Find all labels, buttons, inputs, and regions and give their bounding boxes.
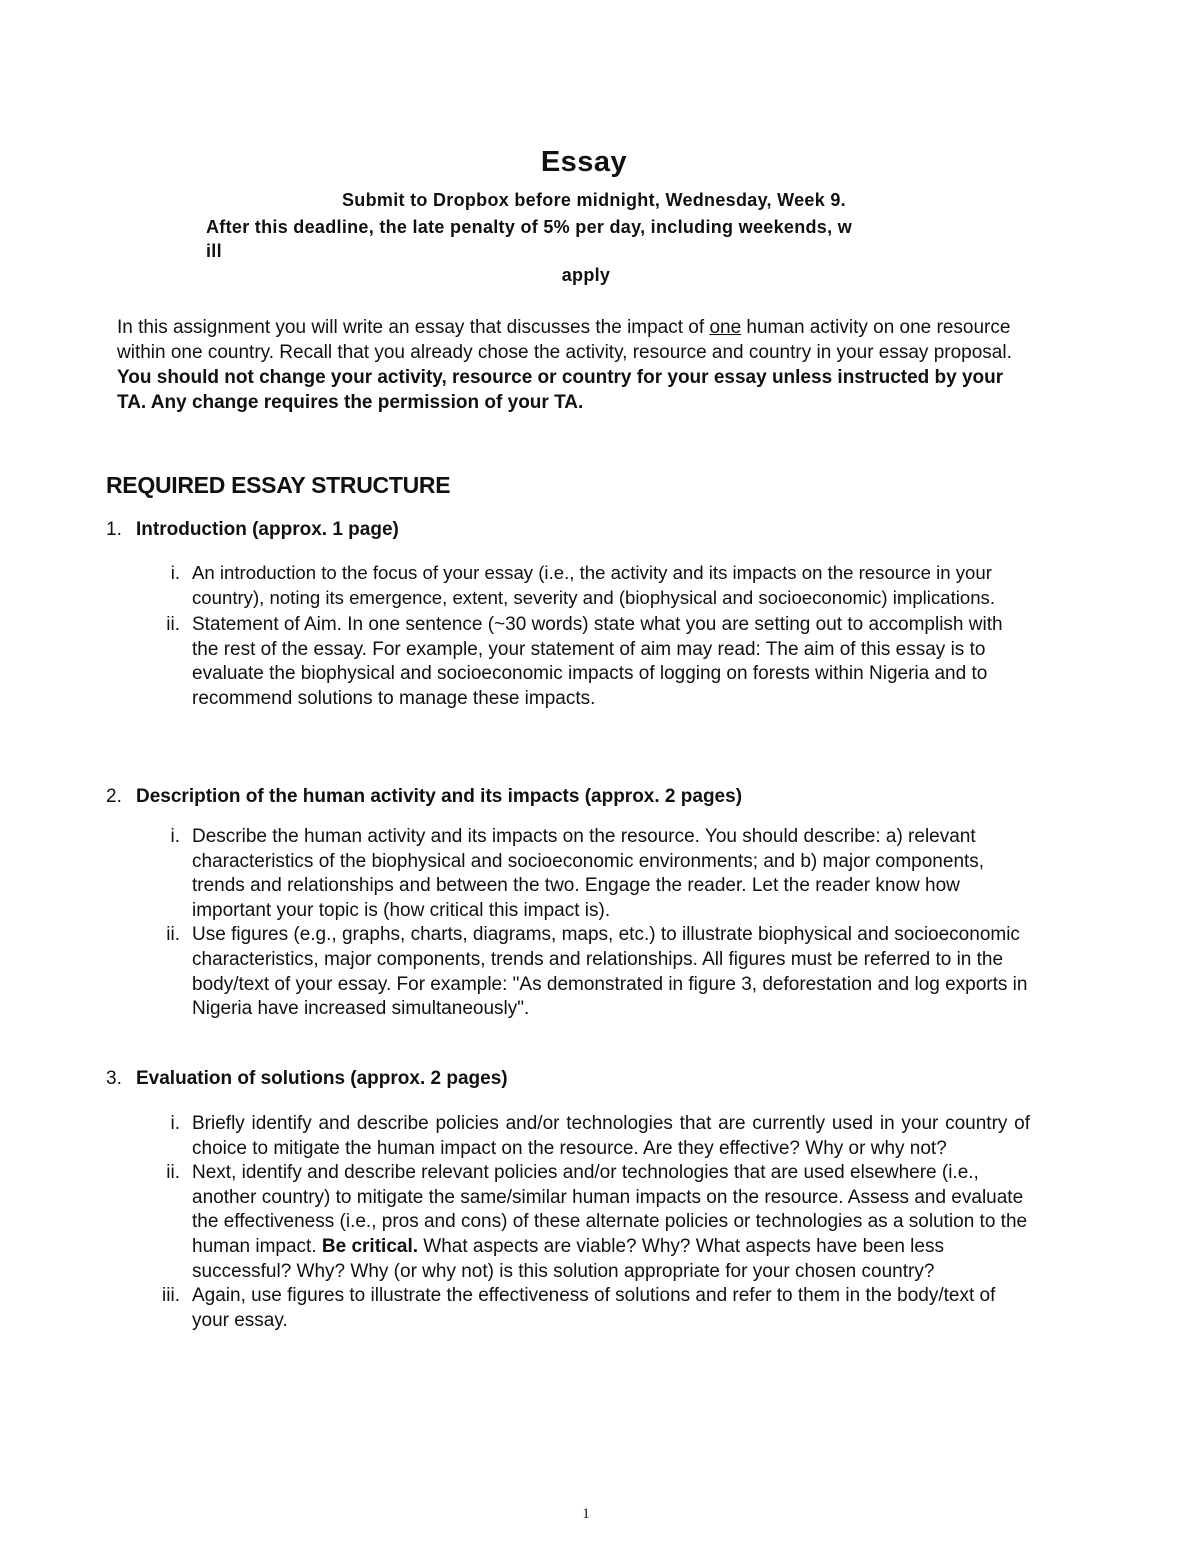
section-label: Description of the human activity and its impacts (approx. 2 pages) bbox=[136, 786, 743, 807]
section-number: 1. bbox=[106, 519, 122, 540]
list-item bbox=[150, 1112, 1030, 1161]
list-item bbox=[150, 1161, 1030, 1284]
intro-text-2: human activity on one resource within one country. Recall that you already chose the activity, resource and country in your essay proposal. bbox=[117, 317, 1012, 363]
intro-underlined-word: one bbox=[709, 317, 742, 338]
item-marker: i. bbox=[170, 826, 180, 847]
section-number: 2. bbox=[106, 786, 122, 807]
list-item bbox=[150, 1284, 1030, 1333]
list-item bbox=[150, 561, 1030, 610]
item-text: Again, use figures to illustrate the effectiveness of solutions and refer to them in the body/text of your essay. bbox=[192, 1285, 996, 1331]
section-1-list bbox=[150, 561, 1030, 712]
penalty-line-1: After this deadline, the late penalty of 5% per day, including weekends, w bbox=[206, 217, 853, 237]
item-marker: i. bbox=[170, 562, 180, 583]
section-label: Evaluation of solutions (approx. 2 pages) bbox=[136, 1068, 508, 1089]
item-text: Next, identify and describe relevant policies and/or technologies that are used elsewhere (i.e., another country) to mitigate the same/similar human impacts on the resource. Assess and evaluate the effectiveness (i.e., pros and cons) of these alternate policies or technologies as a solution to the human impact. bbox=[192, 1162, 1028, 1257]
list-item bbox=[150, 825, 1030, 923]
section-2-title bbox=[106, 786, 742, 808]
item-marker: ii. bbox=[166, 924, 180, 946]
item-marker: iii. bbox=[162, 1285, 180, 1307]
item-text: Statement of Aim. In one sentence (~30 words) state what you are setting out to accomplish with the rest of the essay. For example, your statement of aim may read: The aim of this essay is to evaluate the biophysical and socioeconomic impacts of logging on forests within Nigeria and to recommend solutions to manage these impacts. bbox=[192, 614, 1003, 709]
intro-text-1: In this assignment you will write an essay that discusses the impact of bbox=[117, 317, 710, 338]
deadline-line: Submit to Dropbox before midnight, Wednesday, Week 9. bbox=[342, 190, 846, 210]
item-marker: ii. bbox=[166, 1162, 180, 1184]
item-text: An introduction to the focus of your essay (i.e., the activity and its impacts on the resource in your country), noting its emergence, extent, severity and (biophysical and socioeconomic) implications. bbox=[192, 562, 996, 608]
section-3-list bbox=[150, 1112, 1030, 1333]
list-item bbox=[150, 613, 1030, 711]
item-text-after: What aspects are viable? Why? What aspects have been less successful? Why? Why (or why not) is this solution appropriate for your chosen country? bbox=[192, 1235, 944, 1282]
list-item bbox=[150, 923, 1030, 1021]
section-1-title bbox=[106, 519, 399, 541]
penalty-line-2: ill bbox=[206, 241, 222, 261]
section-label: Introduction (approx. 1 page) bbox=[136, 519, 399, 540]
structure-heading: REQUIRED ESSAY STRUCTURE bbox=[106, 472, 451, 498]
item-text: Briefly identify and describe policies and/or technologies that are currently used in your country of choice to mitigate the human impact on the resource. Are they effective? Why or why not? bbox=[192, 1113, 1030, 1159]
penalty-apply: apply bbox=[561, 265, 611, 285]
page-number: 1 bbox=[582, 1506, 590, 1522]
intro-paragraph bbox=[117, 315, 1037, 415]
intro-bold-warning: You should not change your activity, resource or country for your essay unless instructed by your TA. Any change requires the permission of your TA. bbox=[117, 367, 1004, 413]
item-marker: ii. bbox=[166, 614, 180, 636]
item-marker: i. bbox=[170, 1113, 180, 1134]
section-3-title bbox=[106, 1068, 508, 1090]
late-penalty-text bbox=[206, 215, 966, 263]
section-2-list bbox=[150, 825, 1030, 1022]
item-text: Describe the human activity and its impacts on the resource. You should describe: a) relevant characteristics of the biophysical and socioeconomic environments; and b) major components, trends and relationships and between the two. Engage the reader. Let the reader know how important your topic is (how critical this impact is). bbox=[192, 826, 985, 921]
item-bold-text: Be critical. bbox=[321, 1235, 419, 1257]
section-number: 3. bbox=[106, 1068, 122, 1089]
document-title: Essay bbox=[540, 146, 628, 178]
item-text: Use figures (e.g., graphs, charts, diagrams, maps, etc.) to illustrate biophysical and socioeconomic characteristics, major components, trends and relationships. All figures must be referred to in the body/text of your essay. For example: "As demonstrated in figure 3, deforestation and log exports in Nigeria have increased simultaneously". bbox=[192, 924, 1028, 1020]
